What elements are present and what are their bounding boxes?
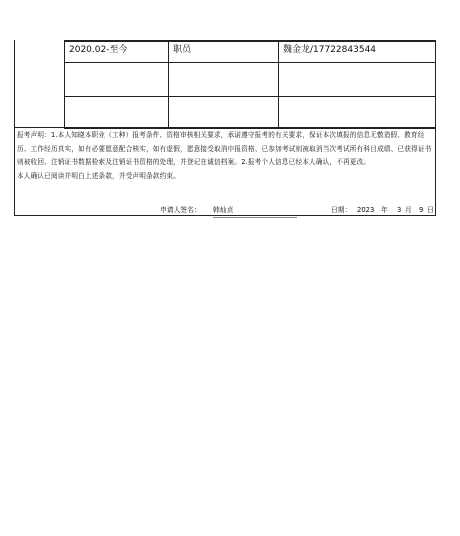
work-history-table: [64, 40, 436, 129]
date-day: 9: [419, 206, 424, 214]
signature-label: 申请人签名：: [160, 206, 201, 214]
declaration-paragraph-2: 本人确认已阅读并明白上述条款，并受声明条款约束。: [17, 171, 181, 180]
reference-cell: [278, 97, 436, 129]
date-day-unit: 日: [427, 206, 434, 214]
table-row: [64, 97, 436, 129]
position-cell: 职员: [168, 41, 278, 63]
period-cell: [64, 63, 168, 97]
position-cell: [168, 63, 278, 97]
reference-cell: [278, 63, 436, 97]
date-label: 日期：: [331, 206, 352, 214]
date-year-unit: 年: [381, 206, 388, 214]
declaration-paragraph-1: 报考声明：1.本人知晓本职业（工种）报考条件、资格审核相关要求，承诺遵守报考的有关要求，保证本次填报的信息无敷造假、教育经历、工作经历真实，如有必要愿意配合核实，如有虚假，愿意接受取消申报资格、已参加考试则被取消当次考试所有科目成绩、已获得证书则被收回、注销证书数据检索及注销证书资格的处理，并登记在诚信档案。2.报考个人信息已经本人确认，不再更改。: [17, 131, 432, 166]
date-month-unit: 月: [405, 206, 412, 214]
reference-cell: 魏金龙/17722843544: [278, 41, 436, 63]
declaration-text: [17, 129, 434, 183]
date-month: 3: [397, 206, 402, 214]
declaration-divider: [14, 127, 436, 128]
period-cell: [64, 97, 168, 129]
position-cell: [168, 97, 278, 129]
period-cell: 2020.02-至今: [64, 41, 168, 63]
table-row: [64, 63, 436, 97]
signature-name: 韩灿贞: [213, 203, 297, 218]
date-year: 2023: [357, 206, 375, 214]
table-row: [64, 40, 436, 63]
